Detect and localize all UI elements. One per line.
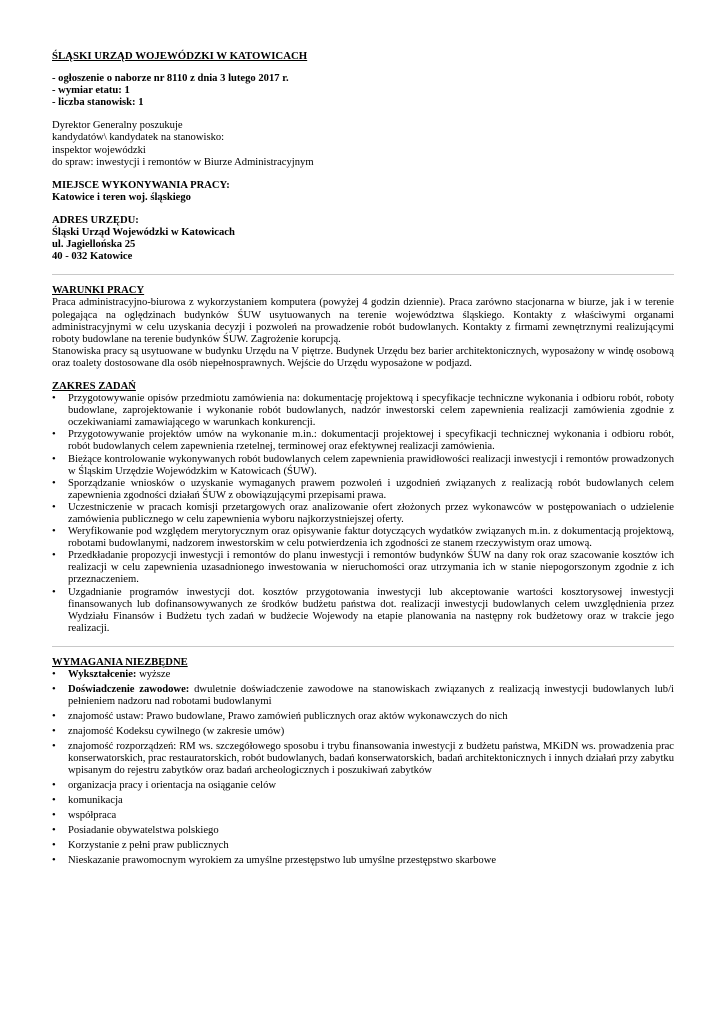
requirement-text: znajomość Kodeksu cywilnego (w zakresie umów)	[68, 726, 285, 738]
bullet-icon: •	[52, 741, 56, 753]
list-item	[52, 840, 674, 852]
bullet-icon: •	[52, 669, 56, 681]
section-divider	[52, 274, 674, 275]
address-section	[52, 215, 674, 263]
list-item-text: Przygotowywanie projektów umów na wykonanie m.in.: dokumentacji projektowej i specyfikacji technicznej wykonania i odbioru robót, robót budowlanych celem zapewnienia rzetelnej, terminowej oraz efektywnej realizacji zamówienia.	[68, 429, 674, 453]
list-item	[52, 587, 674, 635]
job-intro	[52, 120, 674, 168]
requirement-label: Doświadczenie zawodowe:	[68, 684, 190, 696]
bullet-icon: •	[52, 586, 56, 598]
intro-line: inspektor wojewódzki	[52, 144, 146, 156]
intro-line: Dyrektor Generalny poszukuje	[52, 120, 183, 132]
bullet-icon: •	[52, 726, 56, 738]
list-item	[52, 726, 674, 738]
bullet-icon: •	[52, 550, 56, 562]
requirements-list	[52, 669, 674, 867]
bullet-icon: •	[52, 780, 56, 792]
list-item	[52, 478, 674, 502]
bullet-icon: •	[52, 501, 56, 513]
requirement-text: dwuletnie doświadczenie zawodowe na stanowiskach związanych z realizacją inwestycji budowlanych lub/i pełnieniem nadzoru nad robotami budowlanymi	[68, 684, 674, 708]
list-item	[52, 825, 674, 837]
conditions-heading: WARUNKI PRACY	[52, 285, 145, 297]
announcement-meta	[52, 73, 674, 109]
list-item-text: Przygotowywanie opisów przedmiotu zamówienia na: dokumentację projektową i specyfikacje techniczne wykonania i odbioru robót, roboty budowlane, zaprojektowanie i wykonanie robót budowlanych, nadzór inwestorski celem zapewnienia realizacji zamówienia zgodnie z oczekiwaniami zamawiającego w warunkach konkurencji.	[68, 393, 674, 429]
list-item-text: Bieżące kontrolowanie wykonywanych robót budowlanych celem zapewnienia prawidłowości realizacji inwestycji i remontów prowadzonych w Śląskim Urzędzie Wojewódzkim w Katowicach (ŚUW).	[68, 453, 674, 477]
bullet-icon: •	[52, 477, 56, 489]
bullet-icon: •	[52, 825, 56, 837]
requirement-text: znajomość ustaw: Prawo budowlane, Prawo zamówień publicznych oraz aktów wykonawczych do nich	[68, 711, 508, 723]
list-item	[52, 526, 674, 550]
list-item	[52, 550, 674, 586]
bullet-icon: •	[52, 453, 56, 465]
intro-line: do spraw: inwestycji i remontów w Biurze Administracyjnym	[52, 156, 314, 168]
requirement-text: komunikacja	[68, 795, 123, 807]
meta-positions-count: - liczba stanowisk: 1	[52, 97, 144, 109]
address-line: 40 - 032 Katowice	[52, 251, 133, 263]
address-line: Śląski Urząd Wojewódzki w Katowicach	[52, 227, 235, 239]
requirement-text: Nieskazanie prawomocnym wyrokiem za umyślne przestępstwo lub umyślne przestępstwo skarbowe	[68, 855, 497, 867]
list-item-text: Uzgadnianie programów inwestycji dot. kosztów przygotowania inwestycji lub akceptowanie wartości kosztorysowej inwestycji finansowanych lub dofinansowywanych ze środków budżetu państwa dot. realizacji inwestycji budowlanych celem uwzględnienia przez Wydziału Finansów i Budżetu tych zadań w budżecie Wojewody na etapie planowania na następny rok budżetowy oraz w trakcie jego realizacji.	[68, 586, 674, 634]
bullet-icon: •	[52, 795, 56, 807]
bullet-icon: •	[52, 855, 56, 867]
list-item-text: Przedkładanie propozycji inwestycji i remontów do planu inwestycji i remontów budynków ŚUW na dany rok oraz szacowanie kosztów ich realizacji w celu zapewnienia uzasadnionego inwestowania w nieruchomości oraz utrzymania ich w stanie niepogorszonym zgodnie z ich przeznaczeniem.	[68, 550, 674, 586]
list-item	[52, 795, 674, 807]
list-item	[52, 780, 674, 792]
scope-heading: ZAKRES ZADAŃ	[52, 380, 136, 392]
meta-employment-size: - wymiar etatu: 1	[52, 85, 130, 97]
list-item	[52, 711, 674, 723]
list-item-text: Uczestniczenie w pracach komisji przetargowych oraz analizowanie ofert złożonych przez wykonawców w postępowaniach o udzielenie zamówienia publicznego w celu zapewnienia wyboru najkorzystniejszej oferty.	[68, 501, 674, 525]
bullet-icon: •	[52, 429, 56, 441]
workplace-value: Katowice i teren woj. śląskiego	[52, 191, 191, 203]
workplace-heading: MIEJSCE WYKONYWANIA PRACY:	[52, 179, 230, 191]
section-divider	[52, 646, 674, 647]
bullet-icon: •	[52, 810, 56, 822]
document-page	[52, 50, 674, 870]
requirement-text: organizacja pracy i orientacja na osiąganie celów	[68, 780, 277, 792]
intro-line: kandydatów\ kandydatek na stanowisko:	[52, 132, 225, 144]
address-line: ul. Jagiellońska 25	[52, 239, 136, 251]
list-item	[52, 855, 674, 867]
list-item	[52, 810, 674, 822]
requirement-text: znajomość rozporządzeń: RM ws. szczegółowego sposobu i trybu finansowania inwestycji z budżetu państwa, MKiDN ws. prowadzenia prac konserwatorskich, prac restauratorskich, robót budowlanych, badań konserwatorskich, badań architektonicznych i innych działań przy zabytku wpisanym do rejestru zabytków oraz badań archeologicznych i poszukiwań zabytków	[68, 741, 674, 777]
list-item	[52, 429, 674, 453]
requirement-text: współpraca	[68, 810, 117, 822]
conditions-paragraph: Stanowiska pracy są usytuowane w budynku Urzędu na V piętrze. Budynek Urzędu bez barier architektonicznych, wyposażony w windę osobową oraz toalety dostosowane dla osób niepełnosprawnych. Wejście do Urzędu wyposażone w podjazd.	[52, 345, 674, 369]
list-item	[52, 502, 674, 526]
requirement-text: Korzystanie z pełni praw publicznych	[68, 840, 229, 852]
list-item	[52, 669, 674, 681]
requirement-text: Posiadanie obywatelstwa polskiego	[68, 825, 219, 837]
requirement-text: wyższe	[136, 669, 171, 681]
bullet-icon: •	[52, 684, 56, 696]
bullet-icon: •	[52, 840, 56, 852]
bullet-icon: •	[52, 526, 56, 538]
list-item	[52, 393, 674, 429]
workplace-section	[52, 180, 674, 204]
list-item-text: Sporządzanie wniosków o uzyskanie wymaganych prawem pozwoleń i uzgodnień związanych z realizacją robót budowlanych celem zapewnienia zgodności działań ŚUW z obowiązującymi przepisami prawa.	[68, 477, 674, 501]
requirements-heading: WYMAGANIA NIEZBĘDNE	[52, 656, 188, 668]
address-heading: ADRES URZĘDU:	[52, 214, 139, 226]
conditions-paragraph: Praca administracyjno-biurowa z wykorzystaniem komputera (powyżej 4 godzin dziennie). Praca zarówno stacjonarna w biurze, jak i w terenie polegająca na oględzinach budynków ŚUW usytuowanych na terenie województwa śląskiego. Kontakty z właściwymi organami administracyjnymi w celu uzyskania decyzji i pozwoleń na prowadzenie robót budowlanych. Kontakty z firmami zewnętrznymi realizującymi roboty budowlane na terenie budynków ŚUW. Zagrożenie korupcją.	[52, 297, 674, 345]
list-item-text: Weryfikowanie pod względem merytorycznym oraz opisywanie faktur dotyczących wydatków związanych m.in. z dokumentacją projektową, robotami budowlanymi, nadzorem inwestorskim w celu potwierdzenia ich zgodności ze stanem rzeczywistym oraz umową.	[68, 526, 674, 550]
requirement-label: Wykształcenie:	[68, 669, 137, 681]
list-item	[52, 684, 674, 708]
bullet-icon: •	[52, 393, 56, 405]
bullet-icon: •	[52, 711, 56, 723]
list-item	[52, 454, 674, 478]
meta-announcement-number: - ogłoszenie o naborze nr 8110 z dnia 3 lutego 2017 r.	[52, 73, 289, 85]
list-item	[52, 741, 674, 777]
scope-list	[52, 393, 674, 635]
page-title: ŚLĄSKI URZĄD WOJEWÓDZKI W KATOWICACH	[52, 50, 308, 62]
